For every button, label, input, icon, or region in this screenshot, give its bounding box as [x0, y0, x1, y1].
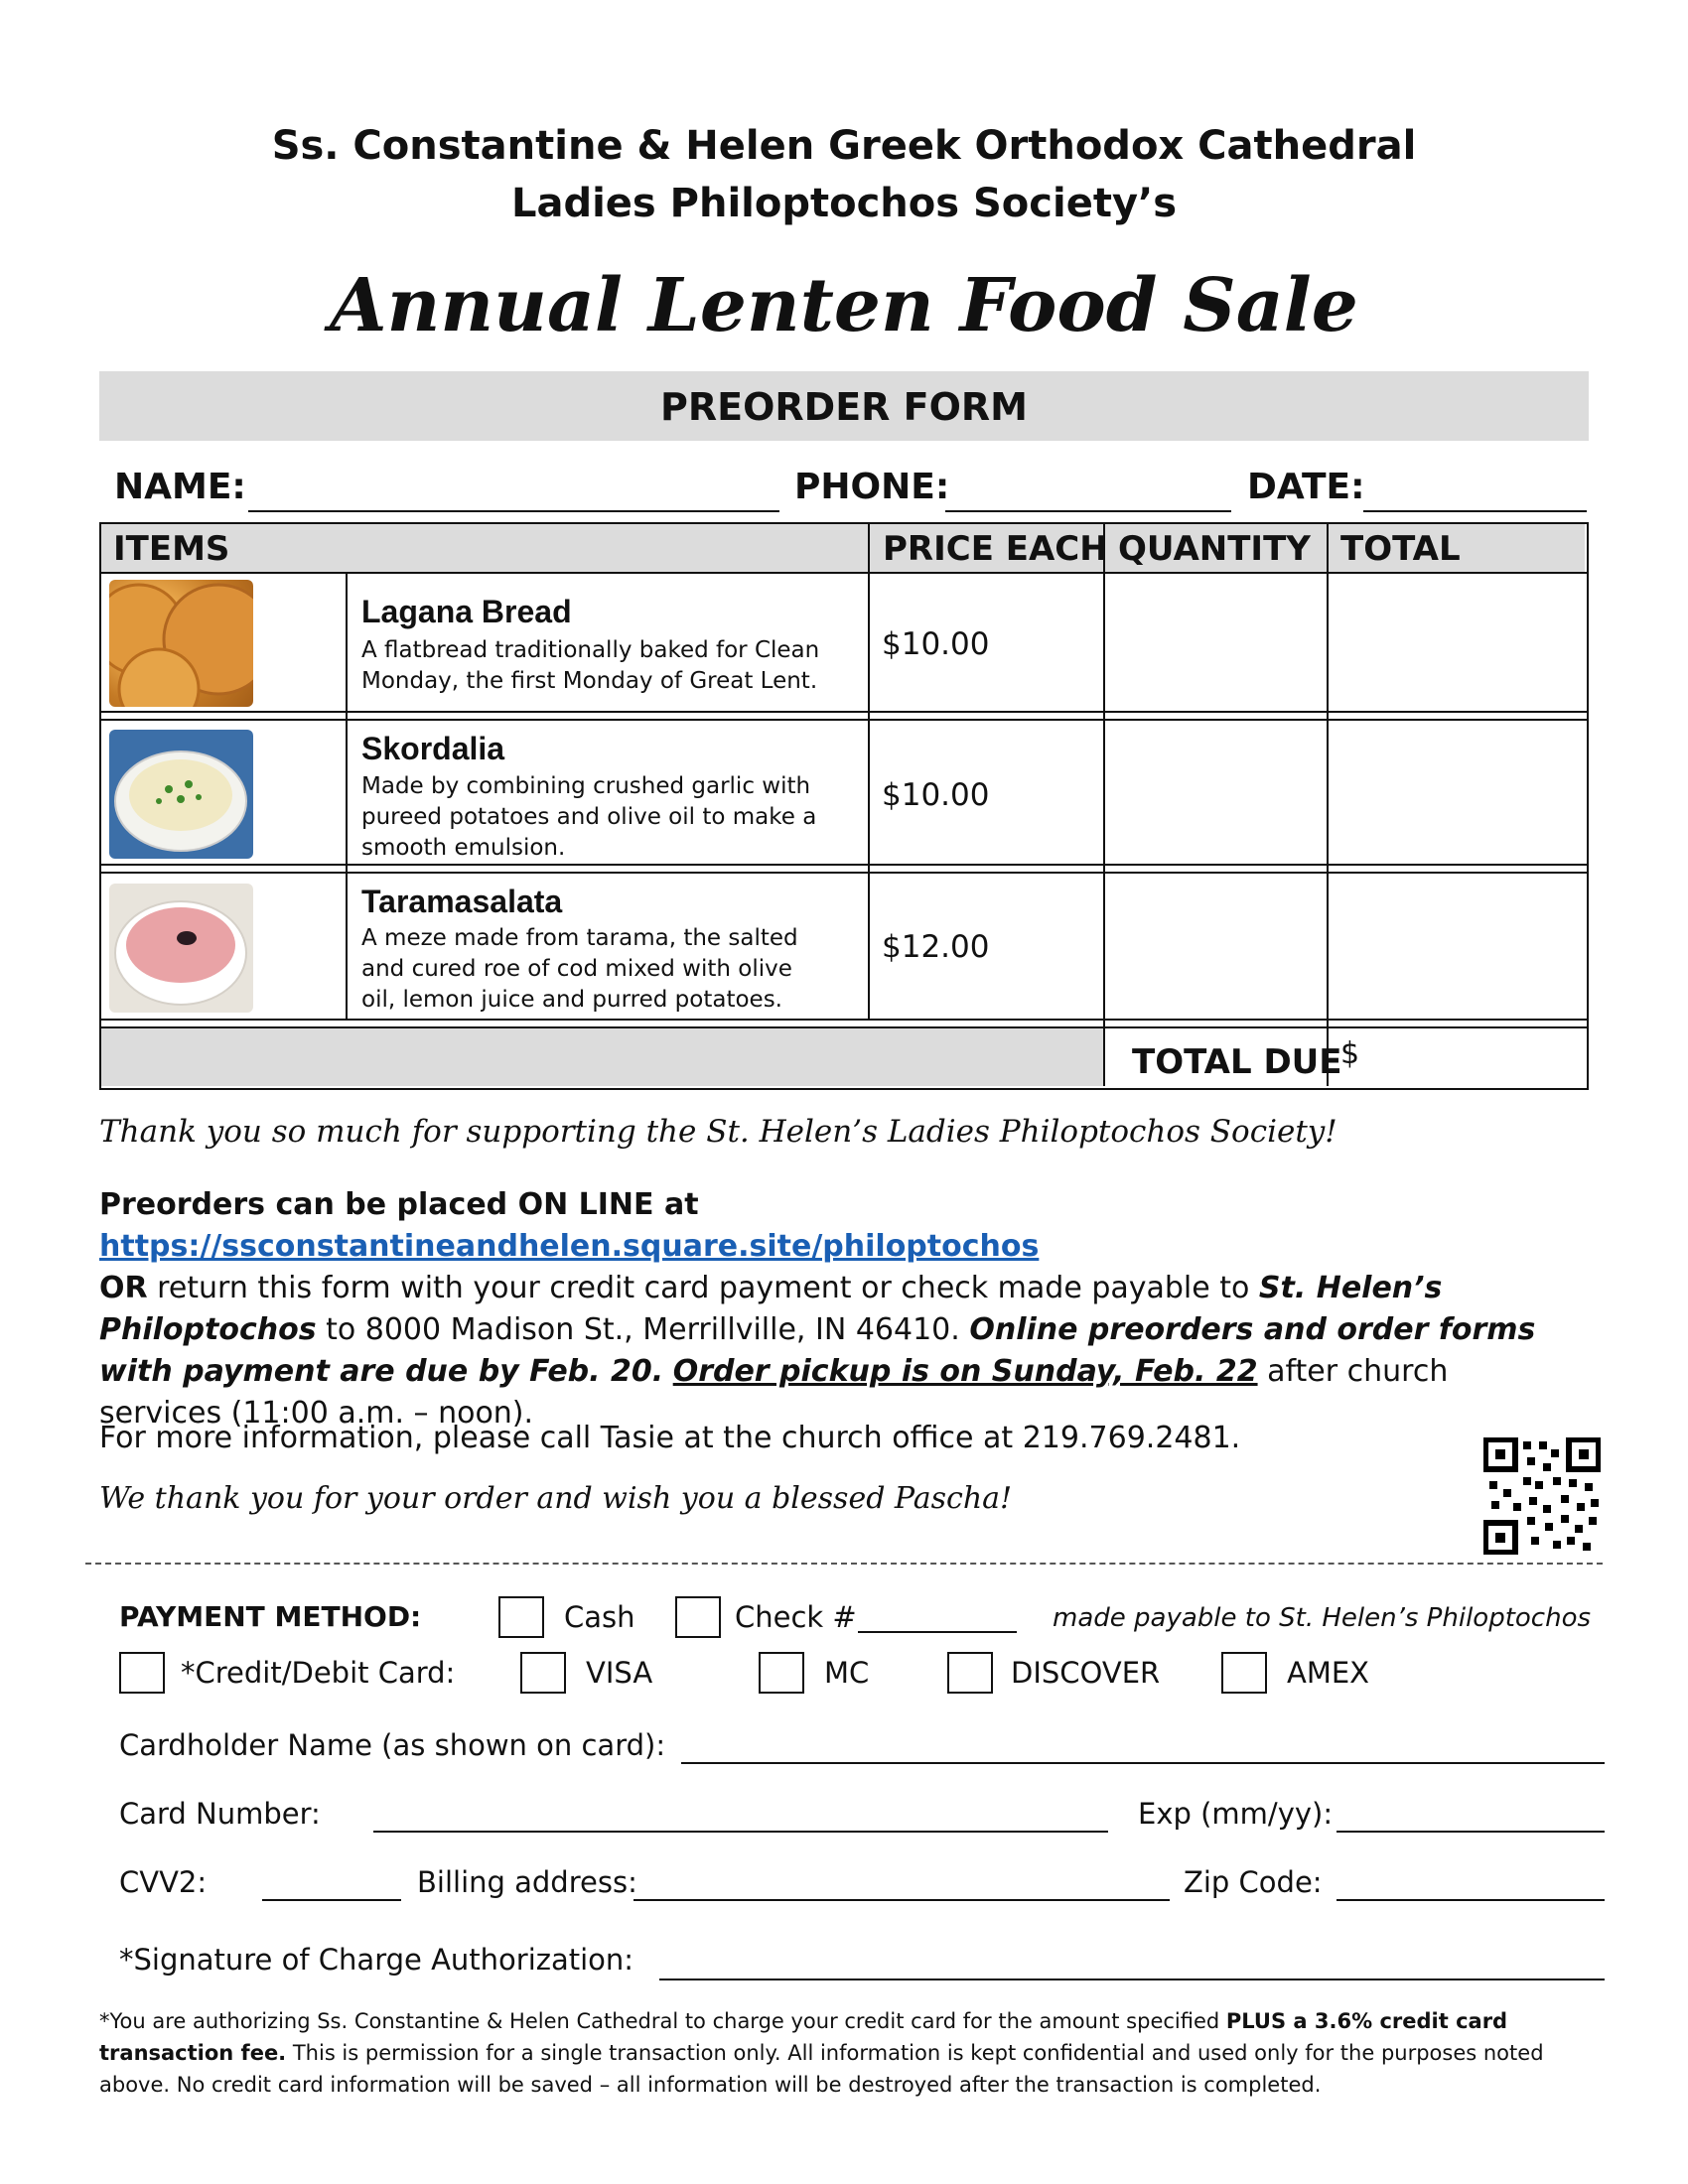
- check-label: Check #: [735, 1600, 857, 1634]
- amex-checkbox[interactable]: [1221, 1652, 1267, 1694]
- due-text: Online preorders and order forms with payment are due by Feb. 20.: [99, 1312, 1536, 1389]
- desc-line: pureed potatoes and olive oil to make a: [361, 804, 817, 830]
- card-number-field[interactable]: [373, 1831, 1108, 1833]
- total-taramasalata[interactable]: [1329, 874, 1585, 1018]
- zip-label: Zip Code:: [1184, 1865, 1323, 1899]
- order-info: [99, 1184, 1569, 1434]
- quantity-skordalia[interactable]: [1105, 721, 1326, 863]
- fine-print-part1: *You are authorizing Ss. Constantine & Helen Cathedral to charge your credit card for the amount specified: [99, 2009, 1226, 2033]
- return-text: return this form with your credit card payment or check made payable to: [147, 1271, 1259, 1305]
- desc-line: oil, lemon juice and purred potatoes.: [361, 987, 782, 1013]
- pickup-text: Order pickup is on Sunday, Feb. 22: [672, 1354, 1258, 1389]
- item-desc-lagana: [361, 635, 819, 697]
- pink-dip-bowl-icon: [109, 884, 253, 1013]
- date-field[interactable]: [1363, 510, 1587, 512]
- quantity-taramasalata[interactable]: [1105, 874, 1326, 1018]
- name-field[interactable]: [248, 510, 779, 512]
- desc-line: Made by combining crushed garlic with: [361, 773, 811, 799]
- card-checkbox[interactable]: [119, 1652, 165, 1694]
- blessing-line: We thank you for your order and wish you a blessed Pascha!: [99, 1481, 1013, 1516]
- card-number-label: Card Number:: [119, 1797, 321, 1831]
- signature-field[interactable]: [659, 1979, 1605, 1980]
- fine-print-bold: PLUS a 3.6% credit card transaction fee.: [99, 2009, 1508, 2065]
- cardholder-label: Cardholder Name (as shown on card):: [119, 1728, 666, 1762]
- discover-checkbox[interactable]: [947, 1652, 993, 1694]
- visa-label: VISA: [586, 1656, 653, 1690]
- mc-label: MC: [824, 1656, 870, 1690]
- date-label: DATE:: [1247, 467, 1365, 507]
- quantity-lagana[interactable]: [1105, 574, 1326, 710]
- header-price: PRICE EACH: [883, 529, 1108, 569]
- total-row-shade: [101, 1028, 1103, 1086]
- total-due-label: TOTAL DUE: [1132, 1042, 1342, 1082]
- name-label: NAME:: [114, 467, 246, 507]
- zip-field[interactable]: [1336, 1899, 1605, 1901]
- qr-code-icon[interactable]: [1483, 1437, 1601, 1555]
- payment-method-title: PAYMENT METHOD:: [119, 1600, 422, 1633]
- item-name-lagana: Lagana Bread: [361, 594, 572, 629]
- check-note: made payable to St. Helen’s Philoptochos: [1053, 1603, 1592, 1633]
- address-text: to 8000 Madison St., Merrillville, IN 46410.: [316, 1312, 970, 1347]
- online-prefix: Preorders can be placed ON LINE at: [99, 1187, 699, 1222]
- or-text: OR: [99, 1271, 148, 1305]
- header-quantity: QUANTITY: [1118, 529, 1311, 569]
- exp-label: Exp (mm/yy):: [1138, 1797, 1334, 1831]
- discover-label: DISCOVER: [1011, 1656, 1161, 1690]
- check-checkbox[interactable]: [675, 1596, 721, 1638]
- society-name: Ladies Philoptochos Society’s: [510, 181, 1178, 226]
- phone-label: PHONE:: [794, 467, 950, 507]
- event-title: Annual Lenten Food Sale: [330, 263, 1358, 348]
- header-items: ITEMS: [113, 529, 230, 569]
- item-desc-skordalia: [361, 771, 816, 864]
- pink-dip-photo: [109, 884, 253, 1013]
- billing-label: Billing address:: [417, 1865, 637, 1899]
- check-number-field[interactable]: [858, 1631, 1017, 1633]
- desc-line: A flatbread traditionally baked for Clean: [361, 637, 820, 663]
- item-desc-taramasalata: [361, 923, 798, 1016]
- amex-label: AMEX: [1287, 1656, 1370, 1690]
- price-skordalia: $10.00: [882, 777, 990, 813]
- phone-field[interactable]: [945, 510, 1231, 512]
- total-skordalia[interactable]: [1329, 721, 1585, 863]
- desc-line: Monday, the first Monday of Great Lent.: [361, 668, 818, 694]
- order-url-link[interactable]: https://ssconstantineandhelen.square.site/philoptochos: [99, 1229, 1040, 1264]
- cut-line: [85, 1563, 1603, 1565]
- total-due-value[interactable]: $: [1340, 1036, 1360, 1071]
- thanks-line: Thank you so much for supporting the St. Helen’s Ladies Philoptochos Society!: [99, 1114, 1337, 1150]
- form-title: PREORDER FORM: [660, 385, 1028, 429]
- cardholder-field[interactable]: [681, 1762, 1605, 1764]
- org-name: Ss. Constantine & Helen Greek Orthodox Cathedral: [271, 123, 1417, 169]
- visa-checkbox[interactable]: [520, 1652, 566, 1694]
- billing-field[interactable]: [633, 1899, 1170, 1901]
- payee-text: St. Helen’s Philoptochos: [99, 1271, 1443, 1347]
- item-name-taramasalata: Taramasalata: [361, 884, 563, 919]
- flatbread-icon: [109, 580, 253, 707]
- exp-field[interactable]: [1336, 1831, 1605, 1833]
- signature-label: *Signature of Charge Authorization:: [119, 1943, 634, 1977]
- total-lagana[interactable]: [1329, 574, 1585, 710]
- header-total: TOTAL: [1340, 529, 1461, 569]
- garlic-dip-photo: [109, 730, 253, 859]
- cvv-field[interactable]: [262, 1899, 401, 1901]
- price-taramasalata: $12.00: [882, 929, 990, 965]
- fine-print-part2: This is permission for a single transaction only. All information is kept confidential and used only for the purposes noted above. No credit card information will be saved – all information will be destroyed after the transaction is completed.: [99, 2041, 1544, 2097]
- desc-line: and cured roe of cod mixed with olive: [361, 956, 792, 982]
- desc-line: smooth emulsion.: [361, 835, 566, 861]
- mc-checkbox[interactable]: [759, 1652, 804, 1694]
- card-label: *Credit/Debit Card:: [181, 1656, 456, 1690]
- flatbread-photo: [109, 580, 253, 707]
- after-text: after church services (11:00 a.m. – noon).: [99, 1354, 1449, 1431]
- desc-line: A meze made from tarama, the salted: [361, 925, 798, 951]
- cash-label: Cash: [564, 1600, 635, 1634]
- cvv-label: CVV2:: [119, 1865, 208, 1899]
- more-info: For more information, please call Tasie at the church office at 219.769.2481.: [99, 1421, 1241, 1455]
- dip-bowl-icon: [109, 730, 253, 859]
- fine-print: [99, 2005, 1589, 2101]
- price-lagana: $10.00: [882, 626, 990, 662]
- cash-checkbox[interactable]: [498, 1596, 544, 1638]
- item-name-skordalia: Skordalia: [361, 731, 505, 766]
